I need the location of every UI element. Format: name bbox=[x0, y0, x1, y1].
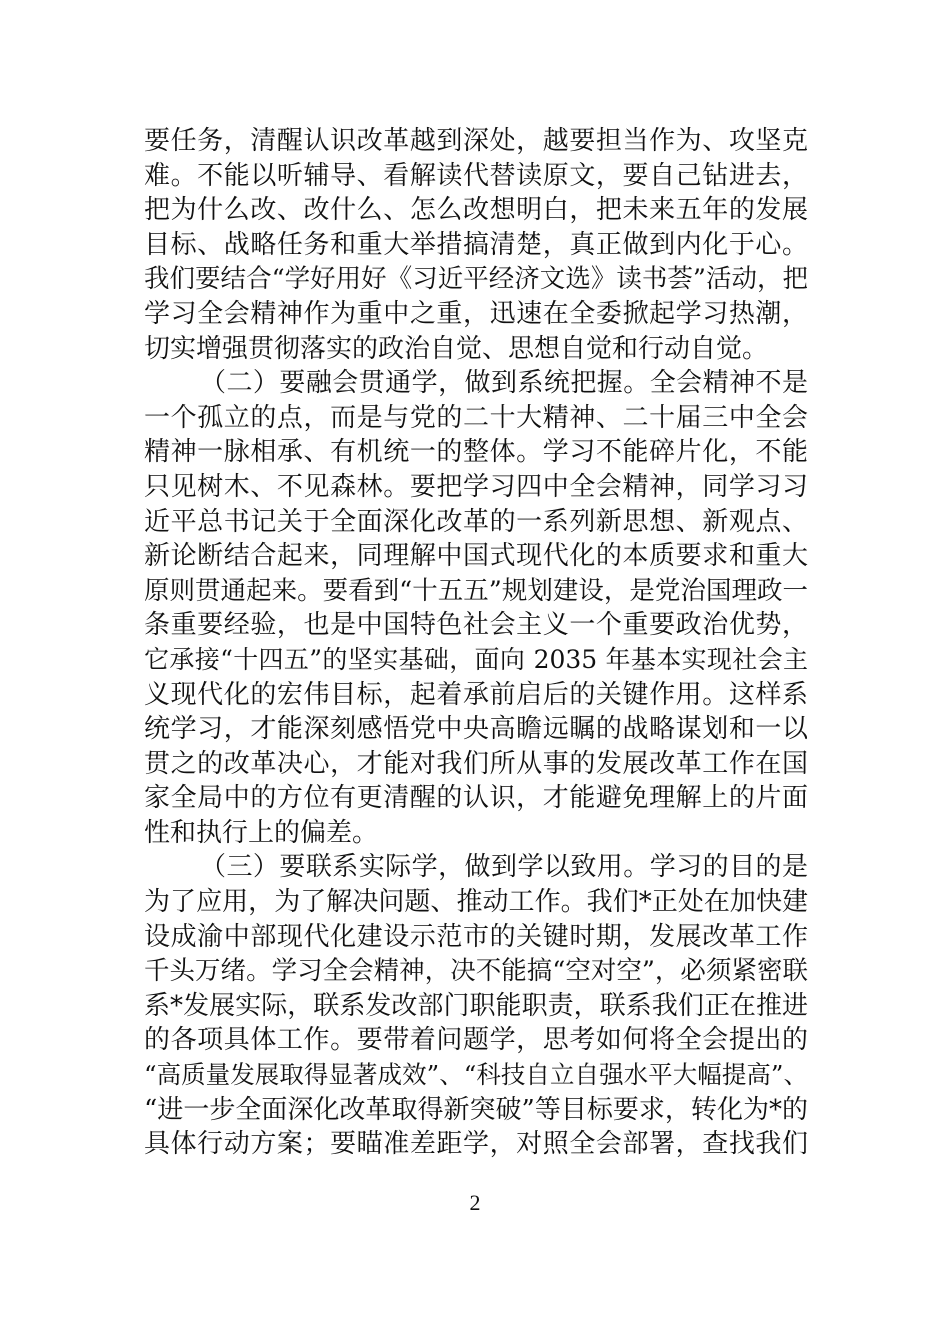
text-line: 难。不能以听辅导、看解读代替读原文，要自己钻进去， bbox=[144, 160, 808, 191]
text-line: 性和执行上的偏差。 bbox=[144, 817, 379, 848]
text-line: 学习全会精神作为重中之重，迅速在全委掀起学习热潮， bbox=[144, 298, 808, 329]
text-line: 千头万绪。学习全会精神，决不能搞“空对空”，必须紧密联 bbox=[144, 956, 808, 987]
text-line: 把为什么改、改什么、怎么改想明白，把未来五年的发展 bbox=[144, 195, 808, 226]
body-text bbox=[144, 124, 808, 1162]
text-line: 切实增强贯彻落实的政治自觉、思想自觉和行动自觉。 bbox=[144, 333, 769, 364]
text-line: “进一步全面深化改革取得新突破”等目标要求，转化为*的 bbox=[144, 1094, 808, 1125]
section-heading-line: （二）要融会贯通学，做到系统把握。全会精神不是 bbox=[200, 368, 808, 399]
text-line: 精神一脉相承、有机统一的整体。学习不能碎片化，不能 bbox=[144, 437, 808, 468]
text-line: 要任务，清醒认识改革越到深处，越要担当作为、攻坚克 bbox=[144, 126, 808, 156]
text-line: 一个孤立的点，而是与党的二十大精神、二十届三中全会 bbox=[144, 402, 808, 433]
text-line: 新论断结合起来，同理解中国式现代化的本质要求和重大 bbox=[144, 541, 808, 572]
text-line: 目标、战略任务和重大举措搞清楚，真正做到内化于心。 bbox=[144, 229, 808, 260]
text-line: 具体行动方案；要瞄准差距学，对照全会部署，查找我们 bbox=[144, 1129, 808, 1160]
text-line: 我们要结合“学好用好《习近平经济文选》读书荟”活动，把 bbox=[144, 264, 808, 295]
text-line: “高质量发展取得显著成效”、“科技自立自强水平大幅提高”、 bbox=[144, 1060, 808, 1090]
text-line: 原则贯通起来。要看到“十五五”规划建设，是党治国理政一 bbox=[144, 575, 808, 606]
text-line: 贯之的改革决心，才能对我们所从事的发展改革工作在国 bbox=[144, 748, 808, 779]
text-line: 家全局中的方位有更清醒的认识，才能避免理解上的片面 bbox=[144, 783, 808, 814]
text-line: 它承接“十四五”的坚实基础，面向 2035 年基本实现社会主 bbox=[144, 644, 808, 674]
text-line: 设成渝中部现代化建设示范市的关键时期，发展改革工作 bbox=[144, 921, 808, 952]
page-number: 2 bbox=[469, 1190, 481, 1215]
text-line: 统学习，才能深刻感悟党中央高瞻远瞩的战略谋划和一以 bbox=[144, 714, 808, 745]
text-line: 只见树木、不见森林。要把学习四中全会精神，同学习习 bbox=[144, 471, 808, 502]
text-line: 为了应用，为了解决问题、推动工作。我们*正处在加快建 bbox=[144, 887, 808, 918]
section-heading-line: （三）要联系实际学，做到学以致用。学习的目的是 bbox=[200, 852, 808, 883]
text-line: 义现代化的宏伟目标，起着承前启后的关键作用。这样系 bbox=[144, 679, 808, 710]
text-line: 的各项具体工作。要带着问题学，思考如何将全会提出的 bbox=[144, 1025, 808, 1056]
text-line: 近平总书记关于全面深化改革的一系列新思想、新观点、 bbox=[144, 506, 808, 537]
text-line: 系*发展实际，联系发改部门职能职责，联系我们正在推进 bbox=[144, 990, 808, 1021]
text-line: 条重要经验，也是中国特色社会主义一个重要政治优势， bbox=[144, 610, 808, 641]
